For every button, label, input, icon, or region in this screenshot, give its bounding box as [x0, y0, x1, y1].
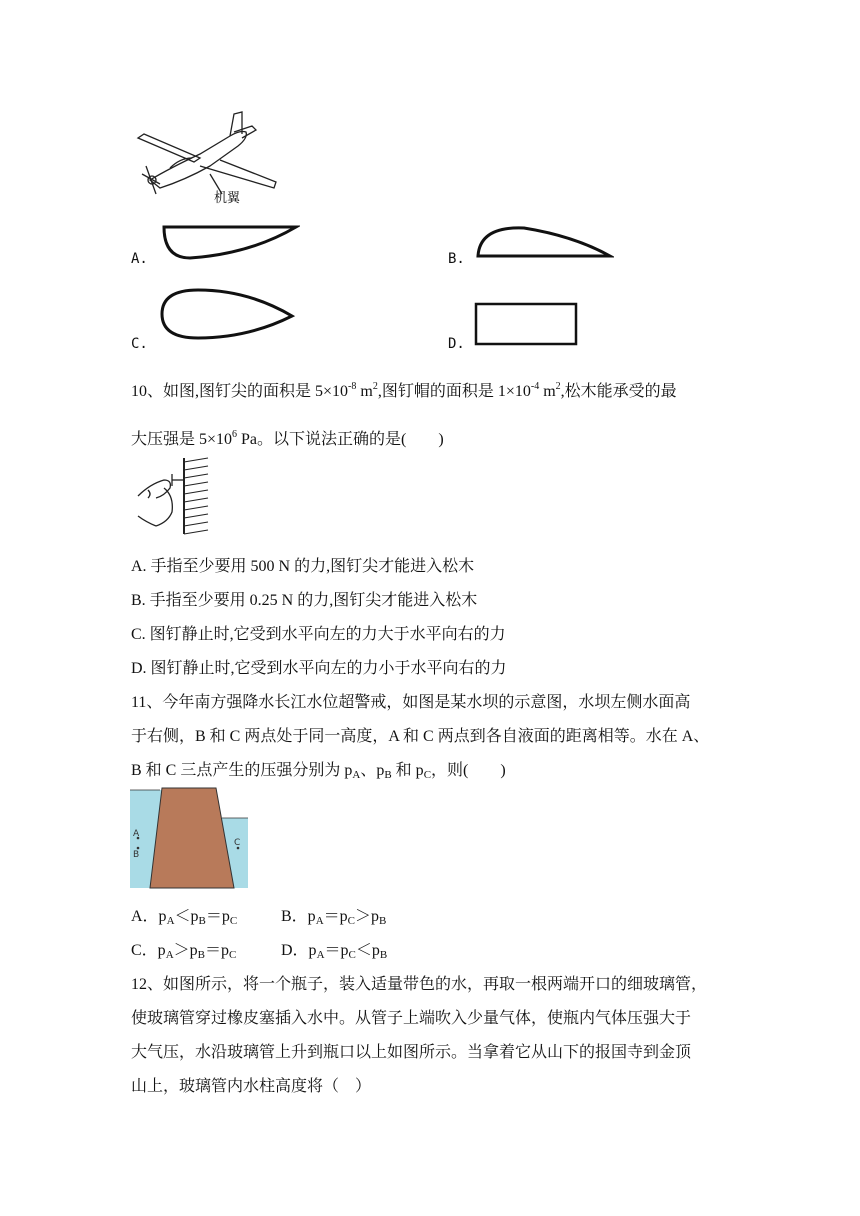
option-b-letter: B.	[448, 251, 465, 267]
thumbtack-figure	[134, 456, 224, 540]
airfoil-c-shape	[158, 286, 298, 342]
q11-option-d: D．$p_A=p_C<p_B$	[281, 942, 388, 961]
point-c-label: C	[234, 838, 241, 848]
q10-stem-line1: 10、如图,图钉尖的面积是 $5\times 10^{-8}$ $m^2$,图钉帽的面积是 $1\times 10^{-4}$ $m^2$,松木能承受的最	[131, 381, 677, 400]
q11-stem-line1: 11、今年南方强降水长江水位超警戒，如图是某水坝的示意图，水坝左侧水面高	[131, 694, 691, 711]
q10-option-b: B. 手指至少要用 0.25 N 的力,图钉尖才能进入松木	[131, 592, 478, 609]
airfoil-b-shape	[474, 222, 614, 262]
airplane-figure	[130, 108, 280, 212]
q12-stem-line3: 大气压，水沿玻璃管上升到瓶口以上如图所示。当拿着它从山下的报国寺到金顶	[131, 1044, 692, 1061]
point-b-label: B	[133, 850, 140, 860]
wing-label: 机翼	[214, 191, 241, 206]
q11-option-c: C．$p_A>p_B=p_C$	[131, 942, 237, 961]
q11-option-a: A．$p_A<p_B=p_C$	[131, 908, 238, 927]
q10-option-a: A. 手指至少要用 500 N 的力,图钉尖才能进入松木	[131, 558, 475, 575]
q12-stem-line2: 使玻璃管穿过橡皮塞插入水中。从管子上端吹入少量气体，使瓶内气体压强大于	[131, 1010, 692, 1027]
airfoil-a-shape	[160, 222, 300, 262]
q12-stem-line1: 12、如图所示，将一个瓶子，装入适量带色的水，再取一根两端开口的细玻璃管，	[131, 976, 708, 993]
dam-figure	[130, 786, 248, 890]
point-a-label: A	[133, 829, 140, 839]
q10-stem-line2: 大压强是 $5\times 10^6$ Pa。以下说法正确的是( )	[131, 429, 444, 448]
q10-option-c: C. 图钉静止时,它受到水平向左的力大于水平向右的力	[131, 626, 506, 643]
dam-body	[150, 788, 234, 888]
q10-option-d: D. 图钉静止时,它受到水平向左的力小于水平向右的力	[131, 660, 507, 677]
option-d-letter: D.	[448, 336, 465, 352]
q11-option-b: B．$p_A=p_C>p_B$	[281, 908, 387, 927]
rectangle-d-shape	[474, 302, 578, 346]
q11-stem-line2: 于右侧，B 和 C 两点处于同一高度，A 和 C 两点到各自液面的距离相等。水在 A、	[131, 728, 710, 745]
option-c-letter: C.	[131, 336, 148, 352]
q12-stem-line4: 山上，玻璃管内水柱高度将（ ）	[131, 1078, 372, 1095]
q11-stem-line3: B 和 C 三点产生的压强分别为 $p_A$、$p_B$ 和 $p_C$，则( )	[131, 762, 506, 781]
option-a-letter: A.	[131, 251, 148, 267]
